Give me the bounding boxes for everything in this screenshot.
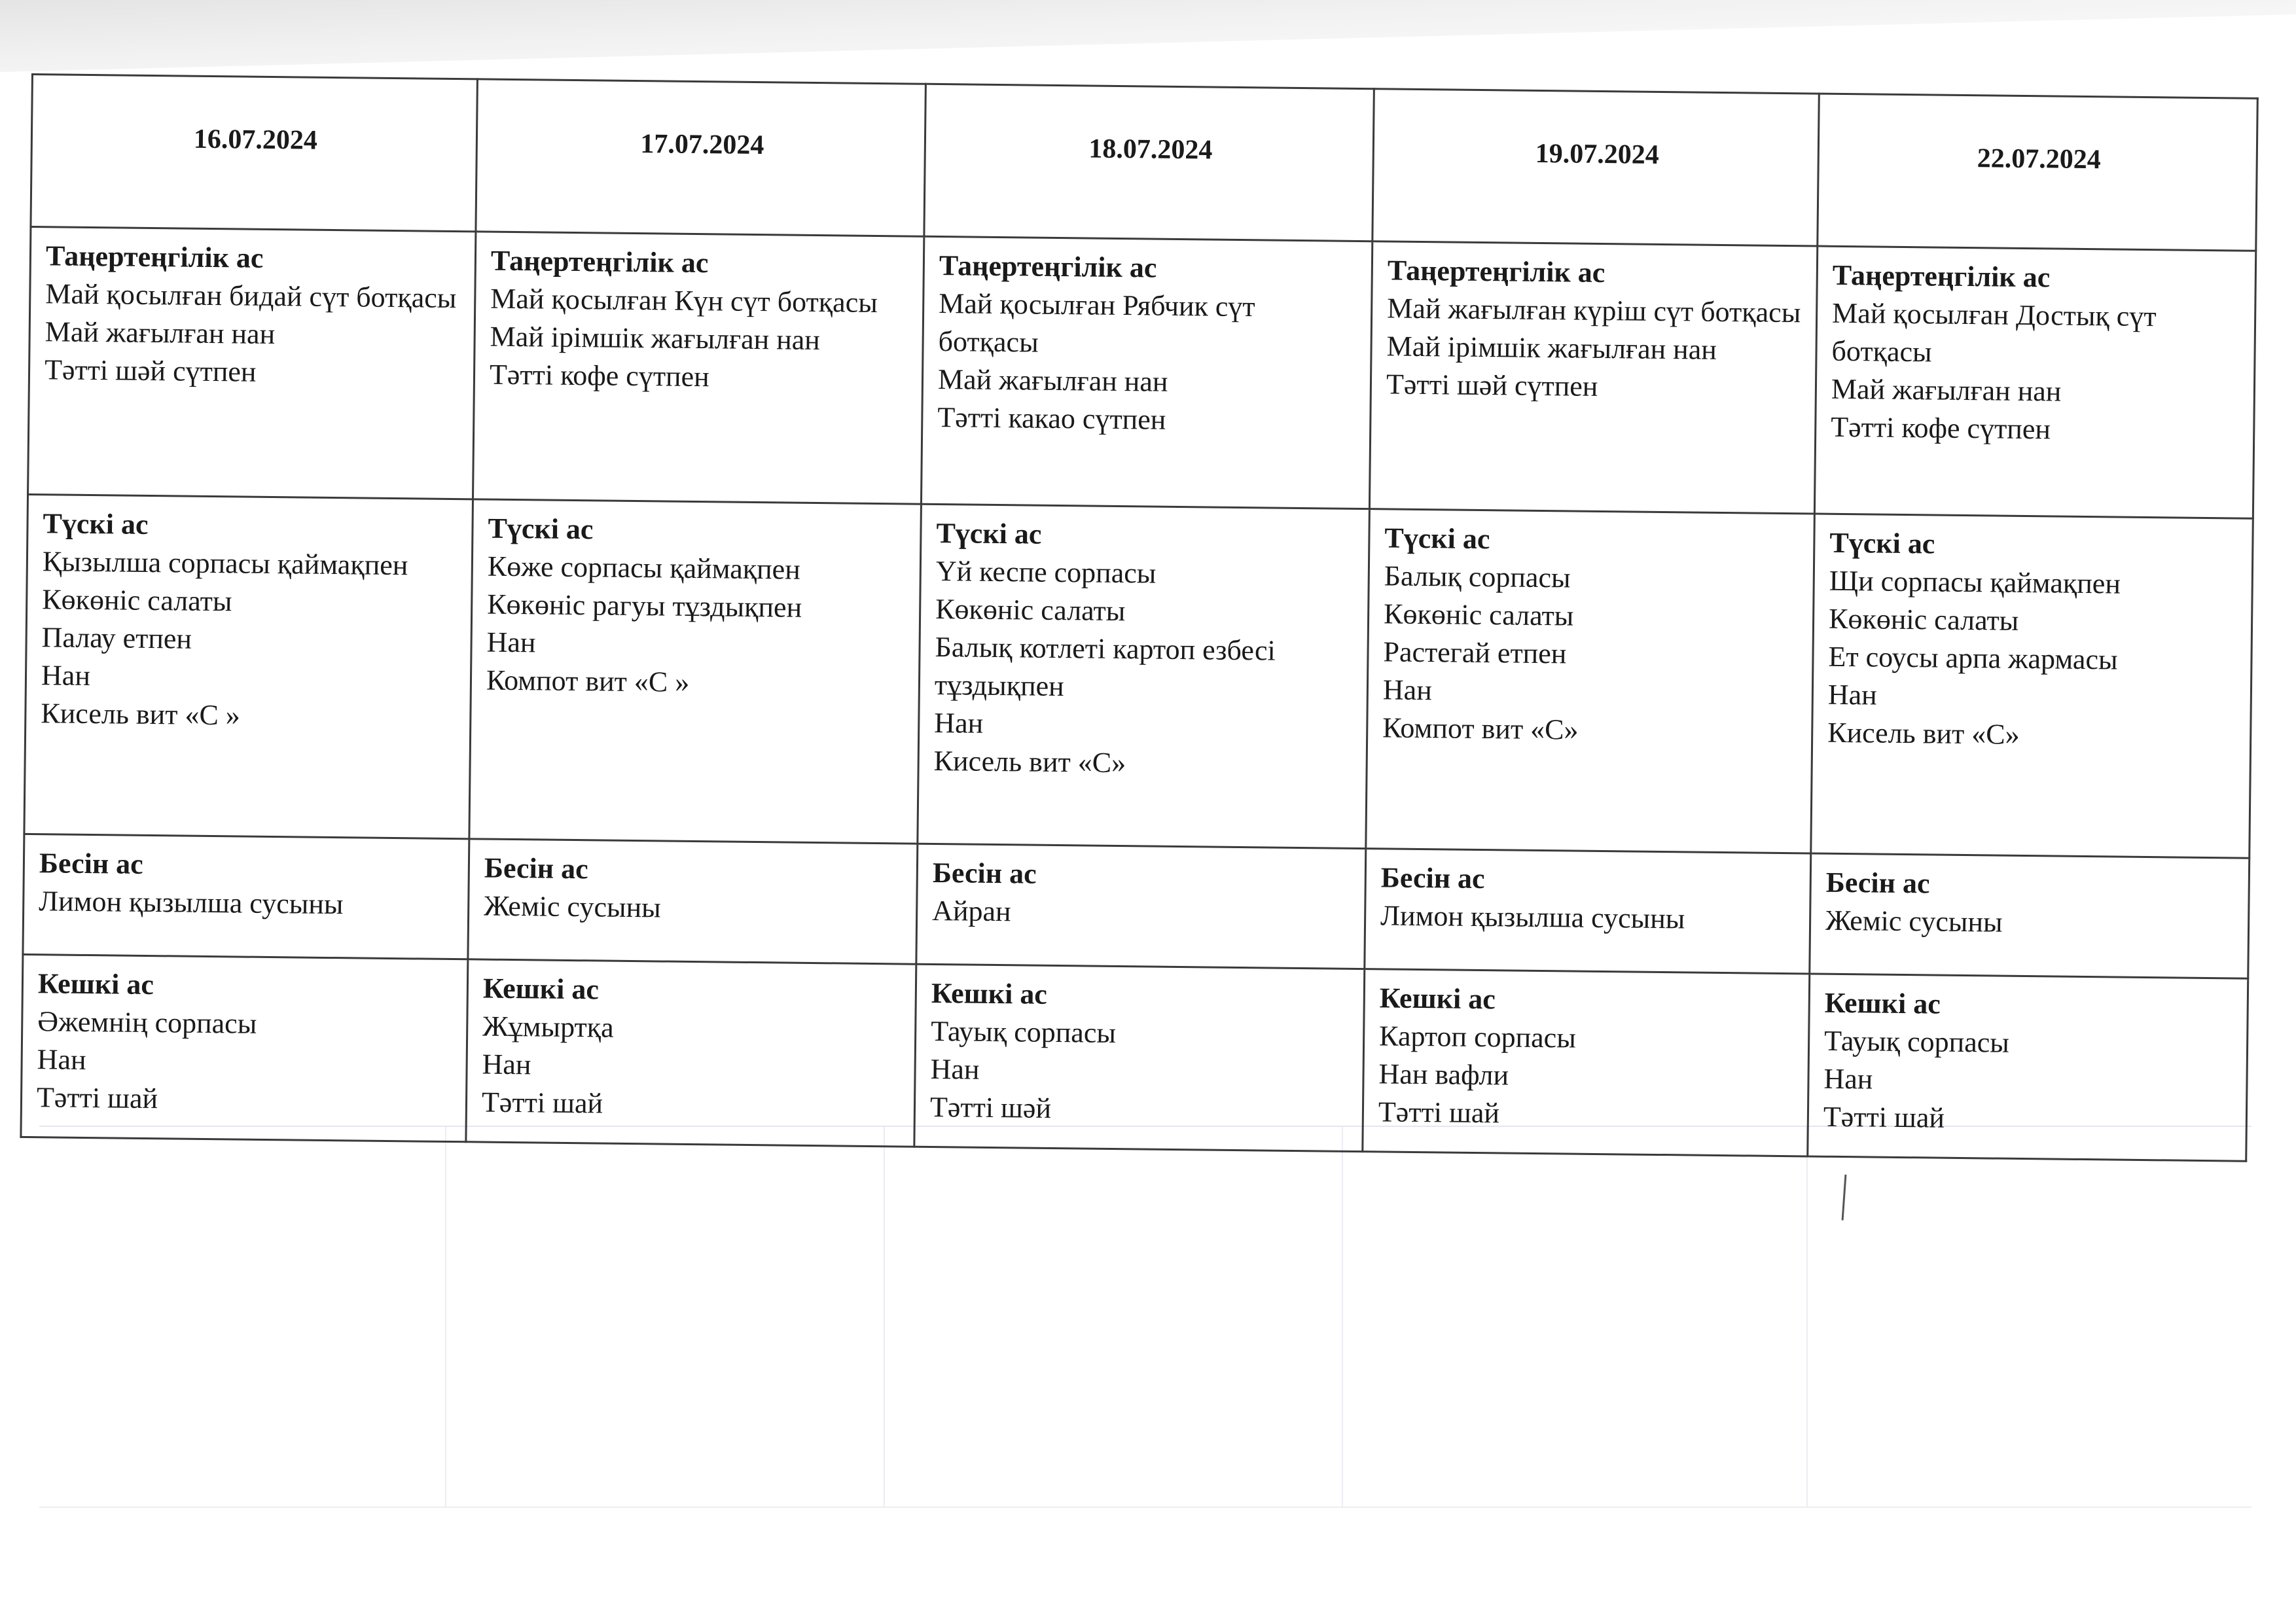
snack-row bbox=[23, 834, 2250, 978]
lunch-row bbox=[24, 494, 2253, 858]
dish-item: Кисель вит «С » bbox=[41, 697, 241, 732]
dish-item: Нан bbox=[1382, 673, 1433, 707]
dish-item: Май ірімшік жағылған нан bbox=[490, 320, 821, 357]
dish-item: Тәтті кофе сүтпен bbox=[1831, 410, 2051, 446]
meal-title: Кешкі ас bbox=[931, 976, 1048, 1010]
menu-cell bbox=[28, 227, 476, 499]
dish-item: Май қосылған бидай сүт ботқасы bbox=[45, 277, 457, 315]
dish-item: Үй кеспе сорпасы bbox=[935, 554, 1157, 590]
meal-title: Бесін ас bbox=[484, 851, 588, 885]
dish-item: Картоп сорпасы bbox=[1378, 1020, 1577, 1054]
dish-item: Тәтті кофе сүтпен bbox=[489, 358, 709, 393]
dish-item: Көкөніс салаты bbox=[1828, 602, 2019, 637]
menu-cell bbox=[468, 839, 918, 964]
dish-item: Жұмыртқа bbox=[482, 1010, 614, 1044]
meal-title: Түскі ас bbox=[43, 507, 149, 541]
meal-title: Кешкі ас bbox=[482, 972, 600, 1006]
meal-title: Таңертеңгілік ас bbox=[45, 240, 264, 274]
scan-edge-shadow bbox=[0, 0, 2296, 72]
dish-item: Нан bbox=[1823, 1062, 1873, 1096]
dish-item: Компот вит «С» bbox=[1382, 711, 1579, 746]
dish-item: Компот вит «С » bbox=[486, 664, 690, 698]
dish-item: Май ірімшік жағылған нан bbox=[1386, 330, 1717, 366]
dish-item: Нан bbox=[37, 1043, 86, 1076]
breakfast-row bbox=[28, 227, 2256, 519]
dish-item: Кисель вит «С» bbox=[933, 744, 1126, 779]
meal-title: Түскі ас bbox=[488, 512, 594, 546]
dish-item: Көкөніс салаты bbox=[935, 592, 1126, 628]
meal-title: Кешкі ас bbox=[37, 967, 154, 1001]
dish-item: Тәтті шай bbox=[481, 1086, 603, 1120]
menu-cell bbox=[914, 964, 1365, 1151]
dish-item: Ет соусы арпа жармасы bbox=[1828, 640, 2118, 676]
menu-cell bbox=[469, 499, 922, 844]
menu-cell bbox=[1363, 969, 1810, 1156]
meal-title: Таңертеңгілік ас bbox=[939, 249, 1157, 284]
meal-title: Түскі ас bbox=[936, 517, 1042, 550]
weekly-menu-table bbox=[20, 73, 2258, 1162]
dish-item: Май қосылған Рябчик сүт ботқасы bbox=[938, 287, 1255, 359]
ghost-column-line bbox=[1806, 1127, 1808, 1507]
menu-cell bbox=[1814, 246, 2255, 518]
menu-cell bbox=[21, 954, 468, 1141]
dish-item: Май қосылған Күн сүт ботқасы bbox=[490, 282, 878, 319]
date-header: 19.07.2024 bbox=[1372, 89, 1819, 246]
meal-title: Бесін ас bbox=[39, 847, 143, 880]
dish-item: Лимон қызылша сусыны bbox=[1380, 899, 1685, 935]
dish-item: Балық котлеті картоп езбесі тұздықпен bbox=[934, 630, 1276, 703]
dinner-row bbox=[21, 954, 2248, 1161]
meal-title: Таңертеңгілік ас bbox=[1832, 259, 2051, 294]
menu-cell bbox=[1369, 241, 1817, 514]
meal-title: Кешкі ас bbox=[1824, 986, 1941, 1020]
meal-title: Бесін ас bbox=[1380, 861, 1485, 895]
dish-item: Нан вафли bbox=[1378, 1058, 1509, 1092]
ghost-column-line bbox=[884, 1127, 885, 1507]
dish-item: Май жағылған күріш сүт ботқасы bbox=[1386, 292, 1801, 329]
reverse-side-table-ghost bbox=[39, 1126, 2251, 1508]
dish-item: Тауық сорпасы bbox=[930, 1014, 1117, 1050]
dish-item: Қызылша сорпасы қаймақпен bbox=[42, 545, 408, 582]
dish-item: Нан bbox=[930, 1052, 980, 1086]
meal-title: Бесін ас bbox=[932, 856, 1037, 890]
meal-title: Түскі ас bbox=[1829, 526, 1935, 560]
date-header: 16.07.2024 bbox=[31, 75, 477, 232]
menu-cell bbox=[1808, 974, 2248, 1161]
ghost-column-line bbox=[1342, 1127, 1343, 1507]
dish-item: Нан bbox=[934, 706, 984, 740]
meal-title: Таңертеңгілік ас bbox=[490, 244, 709, 279]
dish-item: Жеміс сусыны bbox=[484, 889, 661, 924]
menu-cell bbox=[1811, 514, 2253, 858]
dates-row bbox=[31, 75, 2257, 251]
dish-item: Нан bbox=[486, 626, 536, 659]
dish-item: Тауық сорпасы bbox=[1823, 1024, 2010, 1059]
dish-item: Палау етпен bbox=[41, 621, 192, 655]
dish-item: Растегай етпен bbox=[1383, 635, 1567, 670]
menu-cell bbox=[473, 232, 924, 504]
meal-title: Түскі ас bbox=[1384, 522, 1490, 556]
dish-item: Нан bbox=[41, 659, 91, 692]
dish-item: Жеміс сусыны bbox=[1825, 904, 2003, 938]
menu-cell bbox=[921, 236, 1372, 508]
dish-item: Нан bbox=[1827, 678, 1878, 711]
dish-item: Көже сорпасы қаймақпен bbox=[487, 550, 801, 586]
dish-item: Щи сорпасы қаймақпен bbox=[1829, 564, 2121, 600]
dish-item: Лимон қызылша сусыны bbox=[39, 885, 344, 921]
ghost-column-line bbox=[445, 1127, 446, 1507]
menu-cell bbox=[466, 959, 916, 1147]
date-header: 22.07.2024 bbox=[1818, 94, 2257, 251]
menu-cell bbox=[918, 504, 1370, 848]
dish-item: Тәтті шәй bbox=[929, 1090, 1052, 1124]
dish-item: Тәтті шәй сүтпен bbox=[1386, 368, 1598, 402]
date-header: 18.07.2024 bbox=[924, 84, 1374, 241]
menu-cell bbox=[23, 834, 469, 959]
menu-cell bbox=[1365, 849, 1811, 974]
dish-item: Май жағылған нан bbox=[1831, 372, 2062, 408]
dish-item: Нан bbox=[482, 1048, 531, 1081]
dish-item: Балық сорпасы bbox=[1384, 560, 1571, 594]
dish-item: Көкөніс салаты bbox=[42, 583, 232, 618]
meal-title: Таңертеңгілік ас bbox=[1387, 254, 1605, 289]
date-header: 17.07.2024 bbox=[476, 79, 925, 236]
dish-item: Тәтті шәй сүтпен bbox=[44, 353, 257, 388]
dish-item: Тәтті шай bbox=[1823, 1100, 1945, 1134]
menu-cell bbox=[1810, 853, 2250, 978]
dish-item: Көкөніс рагуы тұздықпен bbox=[486, 588, 802, 624]
meal-title: Бесін ас bbox=[1825, 866, 1930, 900]
dish-item: Май жағылған нан bbox=[937, 363, 1168, 398]
menu-cell bbox=[24, 494, 473, 838]
dish-item: Май қосылған Достық сүт ботқасы bbox=[1831, 296, 2157, 368]
menu-cell bbox=[1366, 509, 1815, 853]
dish-item: Тәтті шай bbox=[36, 1081, 158, 1115]
meal-title: Кешкі ас bbox=[1379, 982, 1496, 1016]
dish-item: Әжемнің сорпасы bbox=[37, 1005, 257, 1040]
menu-cell bbox=[916, 844, 1366, 969]
dish-item: Кисель вит «С» bbox=[1827, 716, 2020, 751]
dish-item: Тәтті какао сүтпен bbox=[937, 401, 1166, 436]
dish-item: Май жағылған нан bbox=[45, 315, 276, 351]
dish-item: Айран bbox=[931, 894, 1011, 928]
dish-item: Тәтті шай bbox=[1378, 1096, 1500, 1130]
dish-item: Көкөніс салаты bbox=[1383, 597, 1574, 632]
